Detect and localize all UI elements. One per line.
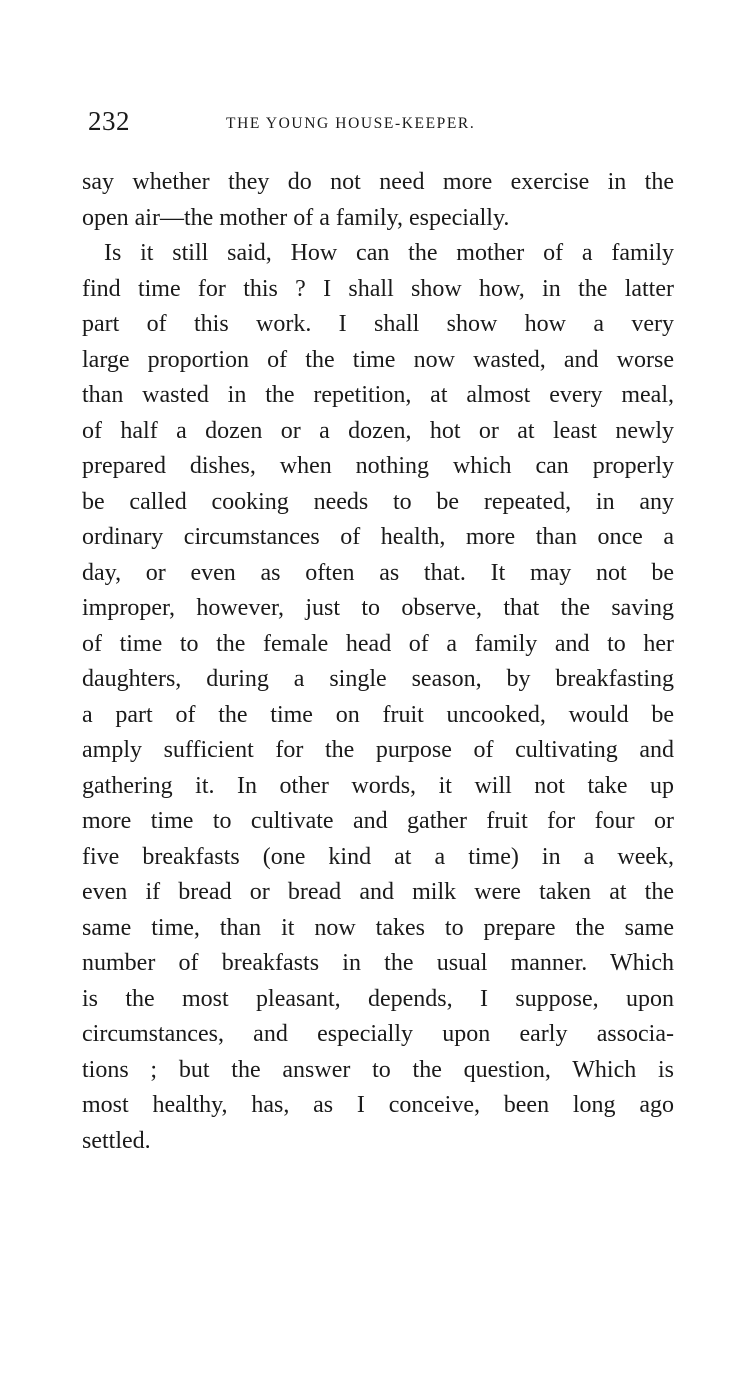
text-line: most healthy, has, as I conceive, been long ago [82,1092,674,1118]
running-head [88,106,674,140]
text-line: is the most pleasant, depends, I suppose, upon [82,985,674,1012]
text-line: tions ; but the answer to the question, Which is [82,1056,674,1083]
text-line: of time to the female head of a family and to her [82,630,674,657]
text-line: Is it still said, How can the mother of a family [104,240,674,266]
text-line: be called cooking needs to be repeated, in any [82,488,674,515]
text-line: even if bread or bread and milk were taken at the [82,879,674,905]
text-line: a part of the time on fruit uncooked, would be [82,701,674,728]
text-line: than wasted in the repetition, at almost every meal, [82,382,674,408]
text-line: improper, however, just to observe, that the saving [82,595,674,621]
body-text [82,165,674,1159]
text-line: gathering it. In other words, it will not take up [82,772,674,799]
text-line: daughters, during a single season, by breakfasting [82,666,674,692]
text-line: same time, than it now takes to prepare the same [82,914,674,941]
running-title: THE YOUNG HOUSE-KEEPER. [226,115,476,132]
text-line: part of this work. I shall show how a very [82,311,674,337]
text-line: large proportion of the time now wasted, and worse [82,346,674,373]
text-line: find time for this ? I shall show how, in the latter [82,275,674,302]
text-line: settled. [82,1127,151,1154]
text-line: open air—the mother of a family, especially. [82,204,510,231]
text-line: ordinary circumstances of health, more than once a [82,524,674,550]
text-line: day, or even as often as that. It may not be [82,559,674,586]
text-line: say whether they do not need more exercise in the [82,169,674,195]
text-line: amply sufficient for the purpose of cultivating and [82,737,674,763]
text-line: circumstances, and especially upon early associa- [82,1021,674,1047]
text-line: of half a dozen or a dozen, hot or at least newly [82,417,674,444]
page-number: 232 [88,106,130,136]
text-line: prepared dishes, when nothing which can properly [82,453,674,479]
text-line: five breakfasts (one kind at a time) in a week, [82,843,674,870]
text-line: more time to cultivate and gather fruit for four or [82,808,674,834]
text-line: number of breakfasts in the usual manner. Which [82,950,674,976]
